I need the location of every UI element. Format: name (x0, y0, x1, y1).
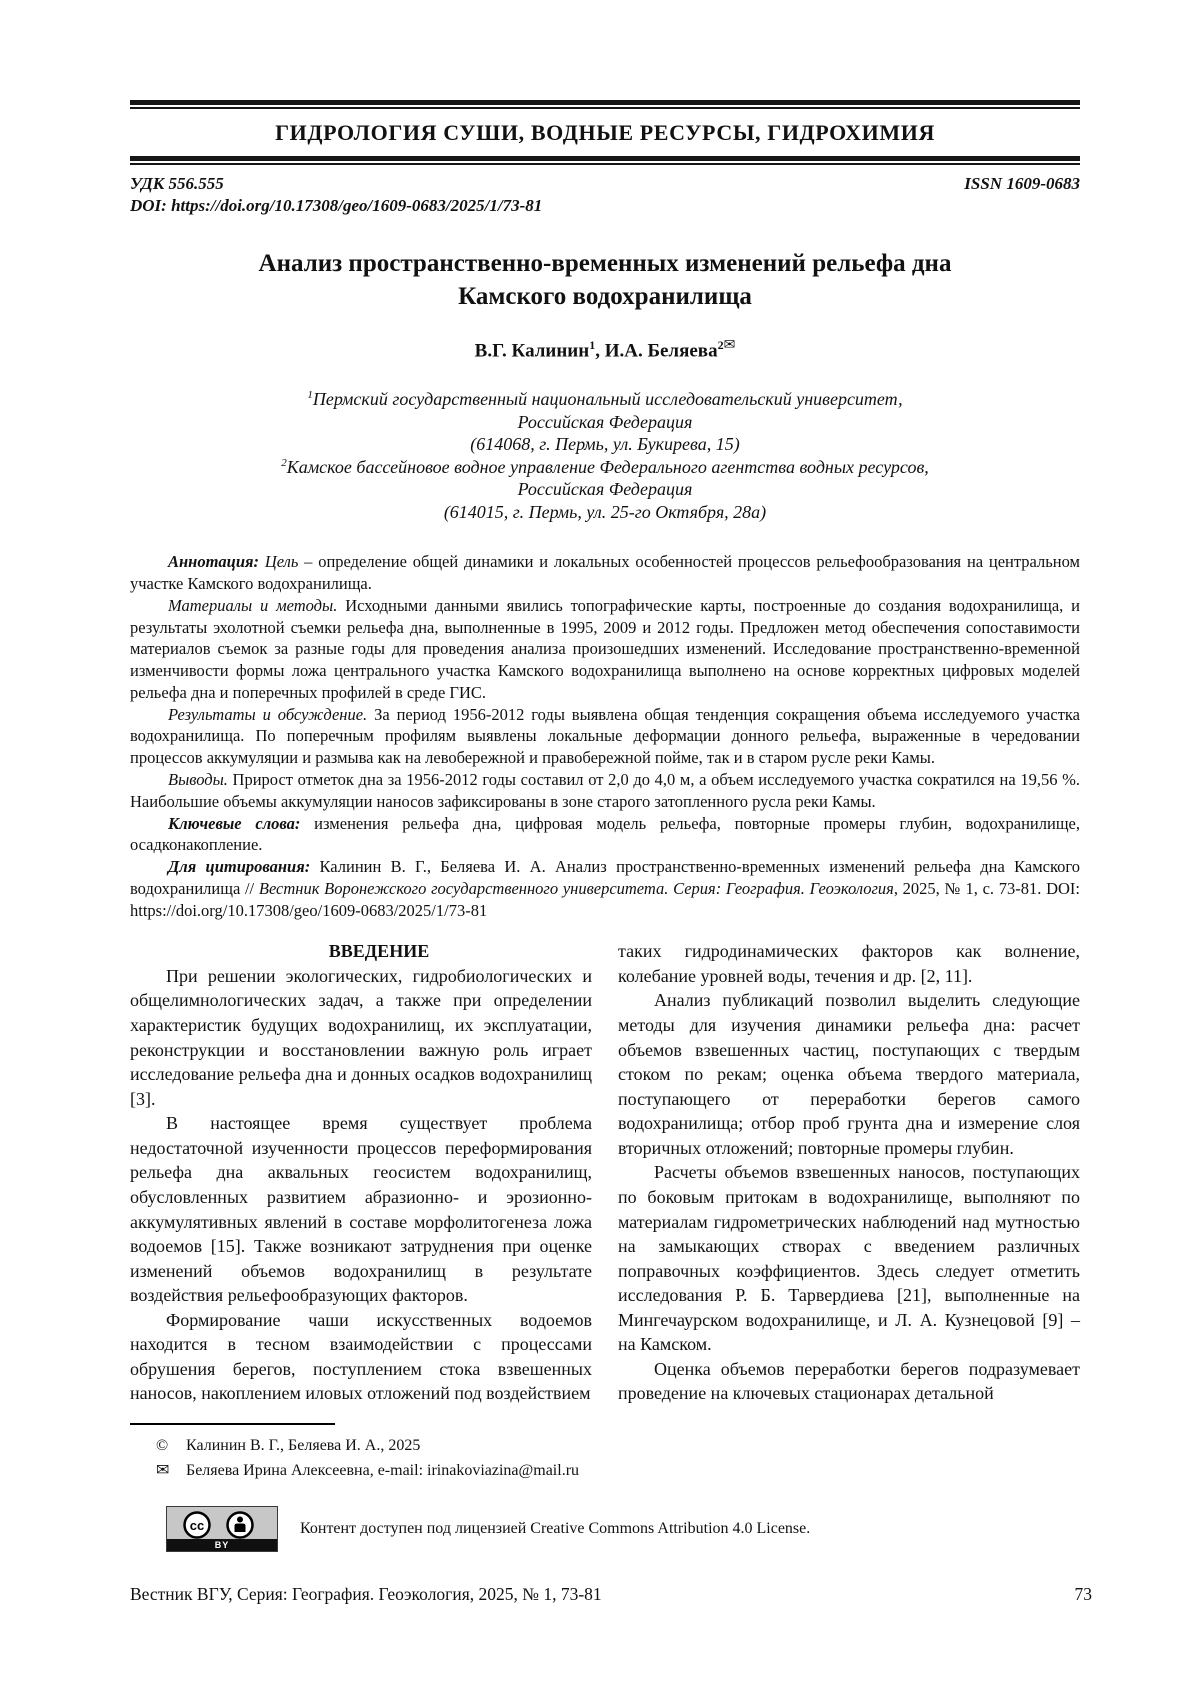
results-text: За период 1956-2012 годы выявлена общая тенденция сокращения объема исследуемого участка водохранилища. По поперечным профилям выявлены локальные деформации донного рельефа, выраженные в чередовании процессов аккумуляции и размыва как на левобережной и правобережной пойме, так и в старом русле реки Камы. (130, 704, 1080, 768)
annotation-goal-word: Цель (259, 552, 299, 572)
citation-pre: Калинин В. Г., Беляева И. А. Анализ пространственно-временных изменений рельефа дна Камского водохранилища // (130, 857, 1080, 898)
section-band-title: ГИДРОЛОГИЯ СУШИ, ВОДНЫЕ РЕСУРСЫ, ГИДРОХИМИЯ (275, 120, 935, 145)
divider-top (130, 100, 1080, 109)
udk-label: УДК 556.555 (130, 174, 224, 193)
affiliation-line (130, 478, 1080, 501)
conclusions-text: Прирост отметок дна за 1956-2012 годы составил от 2,0 до 4,0 м, а объем исследуемого участка сократился на 19,56 %. Наибольшие объемы аккумуляции наносов зафиксированы в зоне старого затопленного русла реки Камы. (130, 769, 1080, 811)
cc-badge-icons (172, 1510, 272, 1540)
annotation-label: Аннотация: (168, 552, 260, 572)
author-2-sup: 2 (717, 338, 724, 352)
citation-post: , 2025, № 1, с. 73-81. DOI: https://doi.org/10.17308/geo/1609-0683/2025/1/73-81 (130, 878, 1080, 920)
doi-label: DOI: https://doi.org/10.17308/geo/1609-0683/2025/1/73-81 (130, 196, 543, 215)
author-1: В.Г. Калинин (474, 340, 590, 362)
footer-journal-line: Вестник ВГУ, Серия: География. Геоэкология, 2025, № 1, 73-81 (130, 1583, 602, 1604)
keywords-text: изменения рельефа дна, цифровая модель рельефа, повторные промеры глубин, водохранилище, осадконакопление. (130, 813, 1080, 855)
affiliation-text: Российская Федерация (517, 411, 693, 432)
abstract-methods (130, 595, 1080, 704)
email-line (130, 1459, 592, 1484)
cc-by-label: BY (167, 1539, 277, 1551)
citation-label: Для цитирования: (168, 857, 311, 877)
author-2: , И.А. Беляева (595, 340, 718, 362)
article-title: Анализ пространственно-временных изменений рельефа дна Камского водохранилища (258, 250, 952, 310)
abstract-results (130, 704, 1080, 769)
email-text: Беляева Ирина Алексеевна, e-mail: irinakoviazina@mail.ru (186, 1461, 580, 1479)
affiliation-text: Пермский государственный национальный исследовательский университет, (312, 389, 903, 410)
license-row (166, 1506, 1080, 1552)
keywords-label: Ключевые слова: (168, 813, 301, 833)
body-paragraph: Формирование чаши искусственных водоемов находится в тесном взаимодействии с процессами обрушения берегов, поступлением стока взвешенных наносов, накоплением иловых отложений под воздействием (130, 1309, 592, 1404)
copyright-text: Калинин В. Г., Беляева И. А., 2025 (186, 1437, 421, 1455)
right-column (618, 939, 1080, 1483)
abstract-keywords (130, 813, 1080, 857)
methods-label: Материалы и методы. (168, 595, 338, 615)
page-number: 73 (1074, 1583, 1092, 1604)
body-columns (130, 939, 1080, 1483)
affiliation-sup: 1 (307, 389, 313, 402)
citation-journal: Вестник Воронежского государственного университета. Серия: География. Геоэкология (258, 878, 894, 898)
methods-text: Исходными данными явились топографические карты, построенные до создания водохранилища, и результаты эхолотной съемки рельефа дна, выполненные в 1995, 2009 и 2012 годы. Предложен метод обеспечения сопоставимости материалов съемок за разные годы для проведения анализа произошедших изменений. Исследование пространственно-временной изменчивости формы ложа центрального участка Камского водохранилища выполнено на основе корректных цифровых моделей рельефа дна и поперечных профилей в среде ГИС. (130, 595, 1080, 702)
abstract-block (130, 551, 1080, 921)
body-paragraph: При решении экологических, гидробиологических и общелимнологических задач, а также при определении характеристик будущих водохранилищ, их эксплуатации, реконструкции и восстановлении важную роль играет исследование рельефа дна и донных осадков водохранилищ [3]. (130, 965, 592, 1109)
abstract-annotation (130, 551, 1080, 595)
affiliation-line (130, 456, 1080, 479)
divider-under-band (130, 156, 1080, 165)
abstract-citation (130, 856, 1080, 921)
envelope-icon: ✉ (723, 338, 736, 353)
author-1-sup: 1 (589, 338, 596, 352)
abstract-conclusions (130, 769, 1080, 813)
affiliation-text: Камское бассейновое водное управление Федерального агентства водных ресурсов, (286, 456, 929, 477)
body-paragraph: Оценка объемов переработки берегов подразумевает проведение на ключевых стационарах детальной (618, 1358, 1080, 1404)
copyright-line (130, 1434, 592, 1459)
page-footer (130, 1583, 1092, 1605)
meta-row (130, 174, 1080, 194)
affiliation-sup: 2 (281, 456, 287, 469)
affiliation-line (130, 411, 1080, 434)
intro-heading: ВВЕДЕНИЕ (328, 941, 430, 962)
affiliations-block (130, 388, 1080, 523)
authors-line (130, 337, 1080, 362)
affiliation-line (130, 501, 1080, 524)
affiliation-line (130, 433, 1080, 456)
footnote-divider (130, 1423, 335, 1425)
affiliation-line (130, 388, 1080, 411)
conclusions-label: Выводы. (168, 769, 228, 789)
license-text: Контент доступен под лицензией Creative Commons Attribution 4.0 License. (300, 1519, 811, 1537)
cc-by-badge (166, 1506, 278, 1552)
body-paragraph: таких гидродинамических факторов как волнение, колебание уровней воды, течения и др. [2, 11]. (618, 941, 1080, 986)
annotation-text: – определение общей динамики и локальных особенностей процессов рельефообразования на центральном участке Камского водохранилища. (130, 552, 1080, 594)
results-label: Результаты и обсуждение. (168, 704, 368, 724)
body-paragraph: Расчеты объемов взвешенных наносов, поступающих по боковым притокам в водохранилище, выполняют по материалам гидрометрических наблюдений над мутностью на замыкающих створах с введением различных поправочных коэффициентов. Здесь следует отметить исследования Р. Б. Тарвердиева [21], выполненные на Мингечаурском водохранилище, и Л. А. Кузнецовой [9] – на Камском. (618, 1162, 1080, 1355)
left-column (130, 939, 592, 1483)
affiliation-text: Российская Федерация (517, 479, 693, 500)
issn-label: ISSN 1609-0683 (964, 174, 1080, 193)
affiliation-text: (614015, г. Пермь, ул. 25-го Октября, 28а) (443, 501, 767, 522)
cc-circle-icon: cc (189, 1517, 205, 1533)
copyright-icon: © (156, 1437, 169, 1455)
footnote-block (130, 1423, 592, 1484)
affiliation-text: (614068, г. Пермь, ул. Букирева, 15) (470, 434, 740, 455)
body-paragraph: Анализ публикаций позволил выделить следующие методы для изучения динамики рельефа дна: расчет объемов взвешенных частиц, поступающих с твердым стоком по рекам; оценка объема твердого материала, поступающего от переработки берегов самого водохранилища; отбор проб грунта дна и измерение слоя вторичных отложений; повторные промеры глубин. (618, 990, 1080, 1158)
body-paragraph: В настоящее время существует проблема недостаточной изученности процессов переформирования рельефа дна аквальных геосистем водохранилищ, обусловленных развитием абразионно- и эрозионно-аккумулятивных явлений в составе морфолитогенеза ложа водоемов [15]. Также возникают затруднения при оценке изменений объемов водохранилищ в результате воздействия рельефообразующих факторов. (130, 1113, 592, 1306)
envelope-icon: ✉ (156, 1461, 170, 1479)
